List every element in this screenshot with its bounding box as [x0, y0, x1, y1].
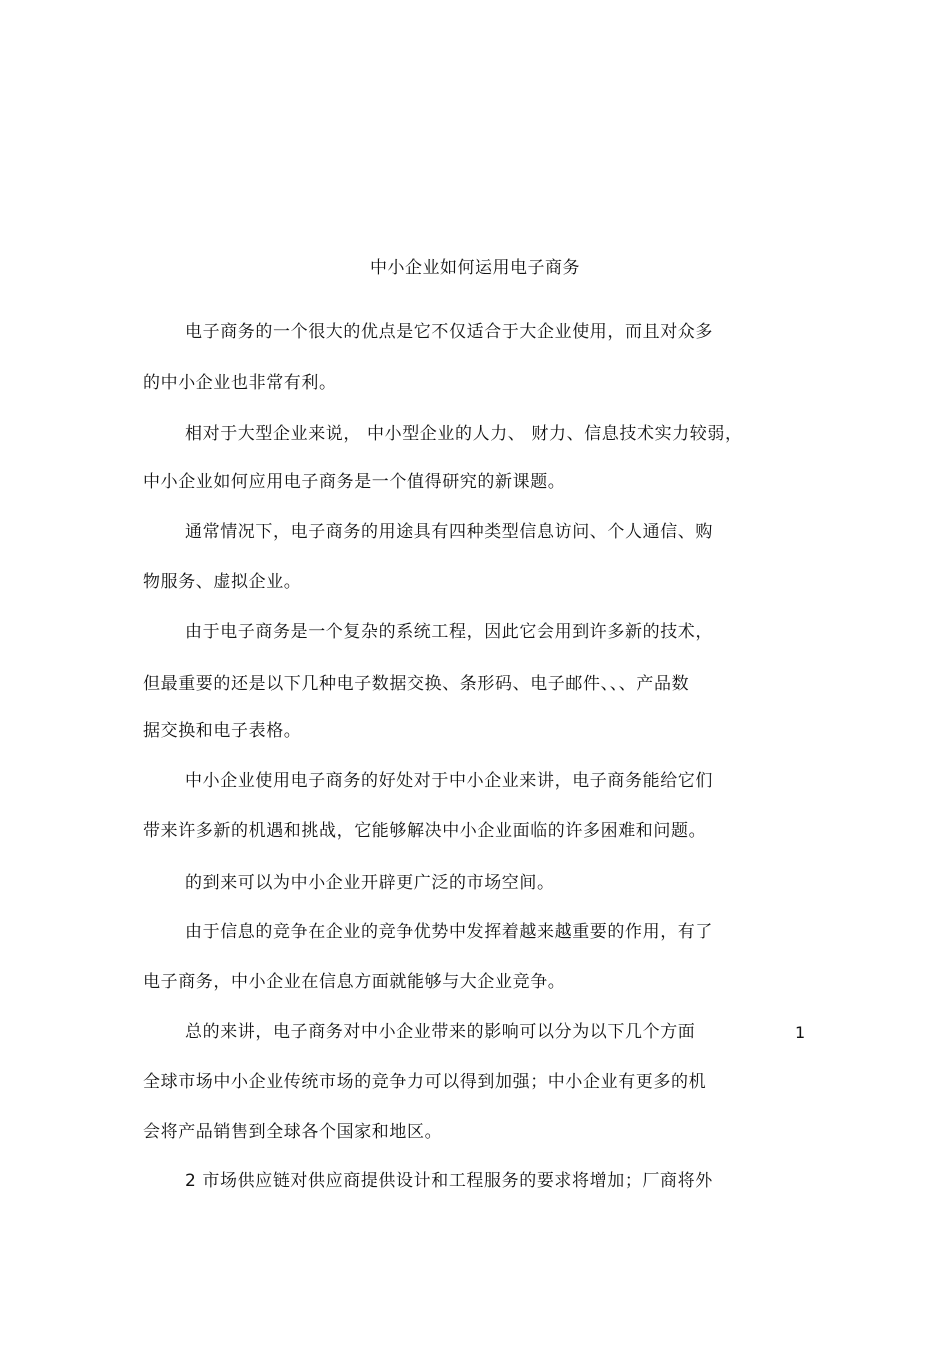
paragraph-line: 2 市场供应链对供应商提供设计和工程服务的要求将增加；厂商将外 — [185, 1171, 713, 1191]
paragraph-line: 的中小企业也非常有利。 — [143, 373, 337, 393]
paragraph-line: 据交换和电子表格。 — [143, 721, 302, 741]
paragraph-line: 全球市场中小企业传统市场的竞争力可以得到加强；中小企业有更多的机 — [143, 1072, 707, 1092]
document-title: 中小企业如何运用电子商务 — [370, 258, 580, 278]
paragraph-line: 中小企业使用电子商务的好处对于中小企业来讲，电子商务能给它们 — [185, 771, 713, 791]
paragraph-line: 会将产品销售到全球各个国家和地区。 — [143, 1122, 443, 1142]
paragraph-line: 但最重要的还是以下几种电子数据交换、条形码、电子邮件、、、产品数 — [143, 674, 690, 694]
paragraph-line: 电子商务的一个很大的优点是它不仅适合于大企业使用，而且对众多 — [185, 322, 713, 342]
paragraph-line: 由于信息的竞争在企业的竞争优势中发挥着越来越重要的作用，有了 — [185, 922, 713, 942]
paragraph-line: 电子商务，中小企业在信息方面就能够与大企业竞争。 — [143, 972, 566, 992]
paragraph-line: 中小企业如何应用电子商务是一个值得研究的新课题。 — [143, 472, 566, 492]
paragraph-line: 带来许多新的机遇和挑战，它能够解决中小企业面临的许多困难和问题。 — [143, 821, 707, 841]
paragraph-line: 相对于大型企业来说， 中小型企业的人力、 财力、信息技术实力较弱， — [185, 424, 743, 444]
paragraph-line: 由于电子商务是一个复杂的系统工程，因此它会用到许多新的技术， — [185, 622, 713, 642]
paragraph-line: 总的来讲，电子商务对中小企业带来的影响可以分为以下几个方面 — [185, 1022, 696, 1042]
paragraph-line: 物服务、虚拟企业。 — [143, 572, 302, 592]
page-number: 1 — [795, 1023, 806, 1042]
paragraph-line: 通常情况下，电子商务的用途具有四种类型信息访问、个人通信、购 — [185, 522, 713, 542]
paragraph-line: 的到来可以为中小企业开辟更广泛的市场空间。 — [185, 873, 555, 893]
